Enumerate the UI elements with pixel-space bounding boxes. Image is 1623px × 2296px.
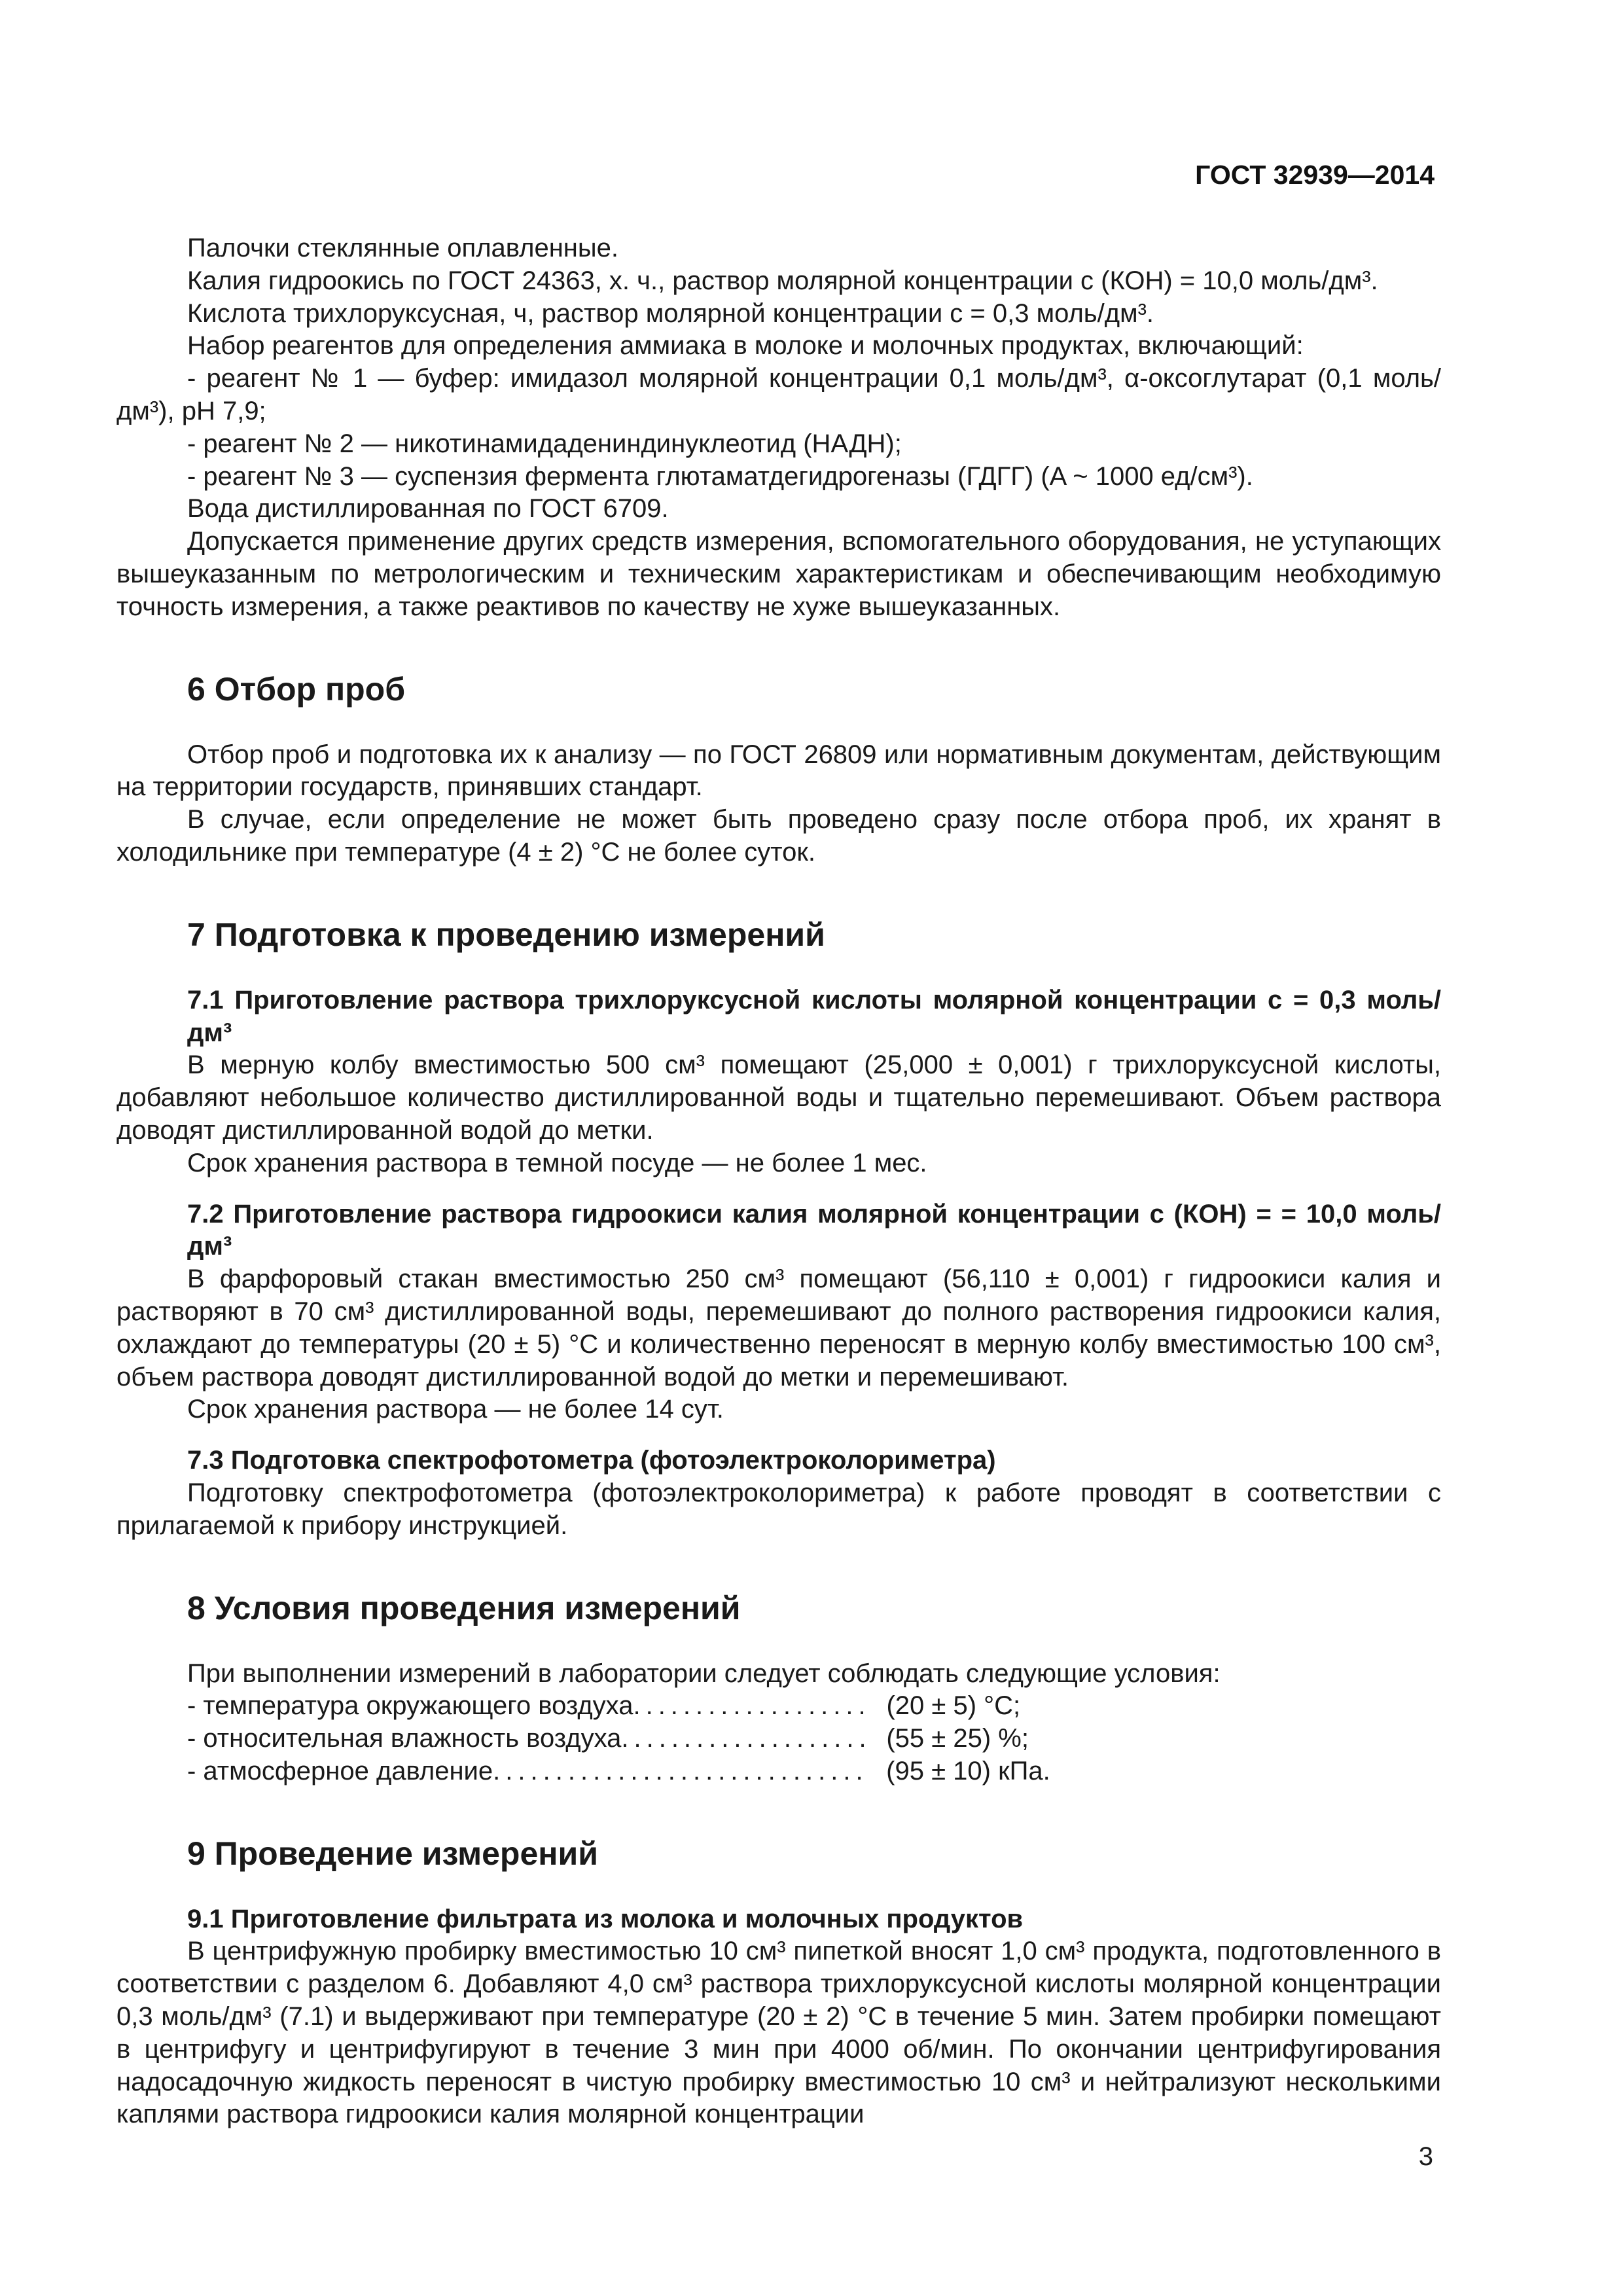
section-6-paragraph: В случае, если определение не может быть проведено сразу после отбора проб, их хранят в холодильнике при температуре (4 ± 2) °С не более суток. [116, 805, 1441, 867]
reagent-item: - реагент № 3 — суспензия фермента глютаматдегидрогеназы (ГДГГ) (A ~ 1000 ед/см³). [187, 461, 1253, 491]
intro-paragraph: Калия гидроокись по ГОСТ 24363, х. ч., раствор молярной концентрации c (КОН) = 10,0 моль/дм³. [187, 266, 1378, 295]
intro-paragraph: Допускается применение других средств измерения, вспомогательного оборудования, не уступающих вышеуказанным по метрологическим и техническим характеристикам и обеспечивающим необходимую точность измерения, а также реактивов по качеству не хуже вышеуказанных. [116, 527, 1441, 621]
subsection-7-2-paragraph: Срок хранения раствора — не более 14 сут. [187, 1395, 724, 1424]
subsection-7-3-paragraph: Подготовку спектрофотометра (фотоэлектроколориметра) к работе проводят в соответствии с прилагаемой к прибору инструкцией. [116, 1478, 1441, 1540]
condition-label: - температура окружающего воздуха [187, 1691, 633, 1721]
dot-leader: .............................. [493, 1756, 868, 1785]
document-number: ГОСТ 32939—2014 [1195, 160, 1435, 190]
condition-row [187, 1723, 1195, 1755]
conditions-list [116, 1690, 1441, 1787]
condition-label: - относительная влажность воздуха [187, 1724, 622, 1753]
subsection-7-1-heading: 7.1 Приготовление раствора трихлоруксусной кислоты молярной концентрации c = 0,3 моль/дм³ [187, 985, 1441, 1047]
section-8-heading: 8 Условия проведения измерений [187, 1589, 741, 1626]
section-9-heading: 9 Проведение измерений [187, 1835, 598, 1872]
subsection-9-1-paragraph: В центрифужную пробирку вместимостью 10 см³ пипеткой вносят 1,0 см³ продукта, подготовленного в соответствии с разделом 6. Добавляют 4,0 см³ раствора трихлоруксусной кислоты молярной концентрации 0,3 моль/дм³ (7.1) и выдерживают при температуре (20 ± 2) °С в течение 5 мин. Затем пробирки помещают в центрифугу и центрифугируют в течение 3 мин при 4000 об/мин. По окончании центрифугирования надосадочную жидкость переносят в чистую пробирку вместимостью 10 см³ и нейтрализуют несколькими каплями раствора гидроокиси калия молярной концентрации [116, 1937, 1441, 2129]
subsection-9-1-heading: 9.1 Приготовление фильтрата из молока и молочных продуктов [187, 1904, 1024, 1933]
condition-value: (95 ± 10) кПа. [886, 1756, 1050, 1785]
intro-paragraph: Вода дистиллированная по ГОСТ 6709. [187, 494, 669, 524]
section-6-paragraph: Отбор проб и подготовка их к анализу — по ГОСТ 26809 или нормативным документам, действующим на территории государств, принявших стандарт. [116, 740, 1441, 802]
subsection-7-1-paragraph: Срок хранения раствора в темной посуде — не более 1 мес. [187, 1148, 927, 1177]
condition-label: - атмосферное давление [187, 1756, 493, 1785]
reagent-item: - реагент № 2 — никотинамидадениндинуклеотид (НАДН); [187, 429, 902, 458]
page-number: 3 [1418, 2142, 1433, 2171]
condition-row [187, 1755, 1195, 1788]
condition-value: (55 ± 25) %; [886, 1724, 1029, 1753]
condition-value: (20 ± 5) °С; [886, 1691, 1021, 1721]
section-6-heading: 6 Отбор проб [187, 670, 406, 708]
subsection-7-3-heading: 7.3 Подготовка спектрофотометра (фотоэлектроколориметра) [187, 1446, 996, 1475]
intro-paragraph: Набор реагентов для определения аммиака в молоке и молочных продуктах, включающий: [187, 331, 1304, 361]
intro-paragraph: Кислота трихлоруксусная, ч, раствор молярной концентрации c = 0,3 моль/дм³. [187, 298, 1154, 328]
condition-row [187, 1690, 1195, 1723]
reagent-item: - реагент № 1 — буфер: имидазол молярной концентрации 0,1 моль/дм³, α-оксоглутарат (0,1 моль/дм³), pH 7,9; [116, 364, 1441, 425]
dot-leader: .................... [621, 1724, 872, 1753]
document-body [116, 232, 1441, 2131]
section-8-intro: При выполнении измерений в лаборатории следует соблюдать следующие условия: [187, 1659, 1221, 1688]
subsection-7-2-heading: 7.2 Приготовление раствора гидроокиси калия молярной концентрации c (КОН) = = 10,0 моль/дм³ [187, 1199, 1441, 1261]
subsection-7-1-paragraph: В мерную колбу вместимостью 500 см³ помещают (25,000 ± 0,001) г трихлоруксусной кислоты, добавляют небольшое количество дистиллированной воды и тщательно перемешивают. Объем раствора доводят дистиллированной водой до метки. [116, 1050, 1441, 1145]
dot-leader: ................... [633, 1691, 871, 1721]
intro-paragraph: Палочки стеклянные оплавленные. [187, 234, 619, 262]
section-7-heading: 7 Подготовка к проведению измерений [187, 916, 825, 953]
subsection-7-2-paragraph: В фарфоровый стакан вместимостью 250 см³ помещают (56,110 ± 0,001) г гидроокиси калия и растворяют в 70 см³ дистиллированной воды, перемешивают до полного растворения гидроокиси калия, охлаждают до температуры (20 ± 5) °С и количественно переносят в мерную колбу вместимостью 100 см³, объем раствора доводят дистиллированной водой до метки и перемешивают. [116, 1265, 1441, 1391]
